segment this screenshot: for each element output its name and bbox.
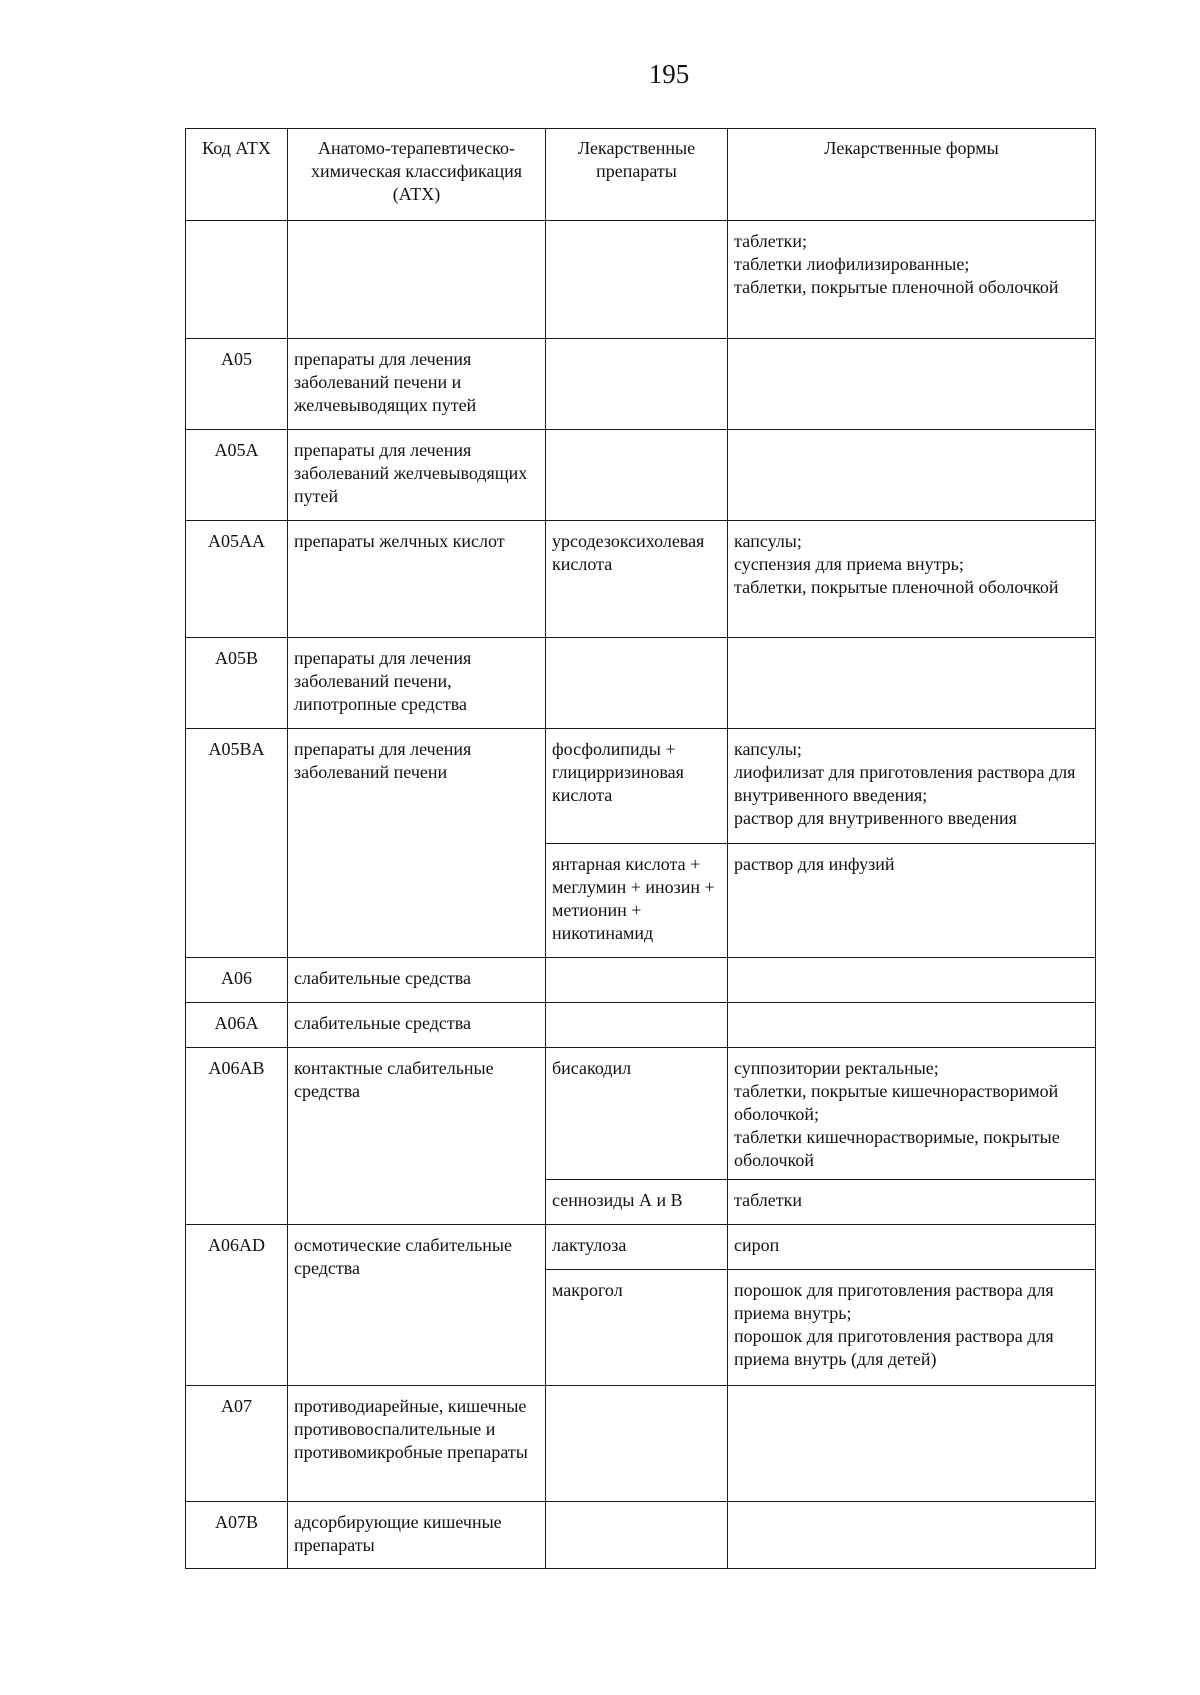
drug-cell xyxy=(546,1386,728,1502)
header-drugs: Лекарственные препараты xyxy=(546,129,728,221)
table-row xyxy=(186,638,1096,729)
drug-cell xyxy=(546,1003,728,1048)
table-row xyxy=(186,1386,1096,1502)
atc-code-cell: A06A xyxy=(186,1003,288,1048)
dosage-forms-cell xyxy=(728,1270,1096,1386)
atc-drug-table xyxy=(185,128,1096,1569)
atc-code-cell: A06AD xyxy=(186,1225,288,1386)
table-row xyxy=(186,1225,1096,1270)
classification-cell xyxy=(288,221,546,339)
dosage-form-line: таблетки, покрытые пленочной оболочкой xyxy=(734,577,1059,597)
dosage-forms-cell xyxy=(728,844,1096,958)
classification-cell: адсорбирующие кишечные препараты xyxy=(288,1502,546,1569)
dosage-form-line: таблетки лиофилизированные; xyxy=(734,254,970,274)
classification-cell: препараты для лечения заболеваний печени и желчевыводящих путей xyxy=(288,339,546,430)
drug-cell: сеннозиды А и В xyxy=(546,1180,728,1225)
dosage-form-line: капсулы; xyxy=(734,531,802,551)
dosage-form-line: порошок для приготовления раствора для приема внутрь; xyxy=(734,1280,1054,1323)
table-row xyxy=(186,521,1096,638)
dosage-form-line: таблетки xyxy=(734,1190,803,1210)
drug-cell xyxy=(546,221,728,339)
atc-code-cell: A05B xyxy=(186,638,288,729)
drug-cell: бисакодил xyxy=(546,1048,728,1180)
classification-cell: препараты для лечения заболеваний печени xyxy=(288,729,546,958)
drug-cell: фосфолипиды + глицирризиновая кислота xyxy=(546,729,728,844)
dosage-form-line: суспензия для приема внутрь; xyxy=(734,554,964,574)
drug-cell xyxy=(546,958,728,1003)
dosage-forms-cell xyxy=(728,1048,1096,1180)
dosage-form-line: суппозитории ректальные; xyxy=(734,1058,939,1078)
drug-cell xyxy=(546,638,728,729)
header-dosage-forms: Лекарственные формы xyxy=(728,129,1096,221)
dosage-forms-cell xyxy=(728,1386,1096,1502)
dosage-form-line: таблетки, покрытые пленочной оболочкой xyxy=(734,277,1059,297)
classification-cell: противодиарейные, кишечные противовоспалительные и противомикробные препараты xyxy=(288,1386,546,1502)
dosage-form-line: капсулы; xyxy=(734,739,802,759)
dosage-forms-cell xyxy=(728,958,1096,1003)
atc-code-cell: A05 xyxy=(186,339,288,430)
atc-code-cell: A07 xyxy=(186,1386,288,1502)
table-row xyxy=(186,221,1096,339)
table-row xyxy=(186,1048,1096,1180)
drug-cell xyxy=(546,339,728,430)
dosage-form-line: таблетки кишечнорастворимые, покрытые оболочкой xyxy=(734,1127,1060,1170)
dosage-form-line: таблетки, покрытые кишечнорастворимой оболочкой; xyxy=(734,1081,1059,1124)
table-row xyxy=(186,1502,1096,1569)
header-atc-code: Код АТХ xyxy=(186,129,288,221)
classification-cell: препараты для лечения заболеваний печени, липотропные средства xyxy=(288,638,546,729)
dosage-form-line: сироп xyxy=(734,1235,780,1255)
drug-cell: лактулоза xyxy=(546,1225,728,1270)
table-row xyxy=(186,339,1096,430)
page-number: 195 xyxy=(648,59,690,89)
dosage-forms-cell xyxy=(728,638,1096,729)
drug-cell xyxy=(546,430,728,521)
dosage-form-line: раствор для инфузий xyxy=(734,854,895,874)
dosage-form-line: порошок для приготовления раствора для приема внутрь (для детей) xyxy=(734,1326,1054,1369)
table-row xyxy=(186,430,1096,521)
dosage-forms-cell xyxy=(728,339,1096,430)
drug-cell: макрогол xyxy=(546,1270,728,1386)
atc-code-cell xyxy=(186,221,288,339)
drug-cell: урсодезоксихолевая кислота xyxy=(546,521,728,638)
table-row xyxy=(186,1003,1096,1048)
table-header-row xyxy=(186,129,1096,221)
header-classification: Анатомо-терапевтическо-химическая классификация (АТХ) xyxy=(288,129,546,221)
atc-code-cell: A05A xyxy=(186,430,288,521)
drug-cell: янтарная кислота + меглумин + инозин + метионин + никотинамид xyxy=(546,844,728,958)
classification-cell: препараты желчных кислот xyxy=(288,521,546,638)
atc-code-cell: A06 xyxy=(186,958,288,1003)
classification-cell: осмотические слабительные средства xyxy=(288,1225,546,1386)
dosage-forms-cell xyxy=(728,1003,1096,1048)
classification-cell: слабительные средства xyxy=(288,1003,546,1048)
atc-code-cell: A05BA xyxy=(186,729,288,958)
dosage-forms-cell xyxy=(728,521,1096,638)
atc-code-cell: A05AA xyxy=(186,521,288,638)
dosage-forms-cell xyxy=(728,1225,1096,1270)
dosage-form-line: таблетки; xyxy=(734,231,808,251)
drug-cell xyxy=(546,1502,728,1569)
dosage-forms-cell xyxy=(728,1180,1096,1225)
dosage-forms-cell xyxy=(728,729,1096,844)
dosage-form-line: раствор для внутривенного введения xyxy=(734,808,1017,828)
table-row xyxy=(186,729,1096,844)
classification-cell: контактные слабительные средства xyxy=(288,1048,546,1225)
table-row xyxy=(186,958,1096,1003)
dosage-form-line: лиофилизат для приготовления раствора для внутривенного введения; xyxy=(734,762,1076,805)
classification-cell: препараты для лечения заболеваний желчевыводящих путей xyxy=(288,430,546,521)
atc-code-cell: A06AB xyxy=(186,1048,288,1225)
dosage-forms-cell xyxy=(728,1502,1096,1569)
classification-cell: слабительные средства xyxy=(288,958,546,1003)
dosage-forms-cell xyxy=(728,221,1096,339)
atc-code-cell: A07B xyxy=(186,1502,288,1569)
dosage-forms-cell xyxy=(728,430,1096,521)
